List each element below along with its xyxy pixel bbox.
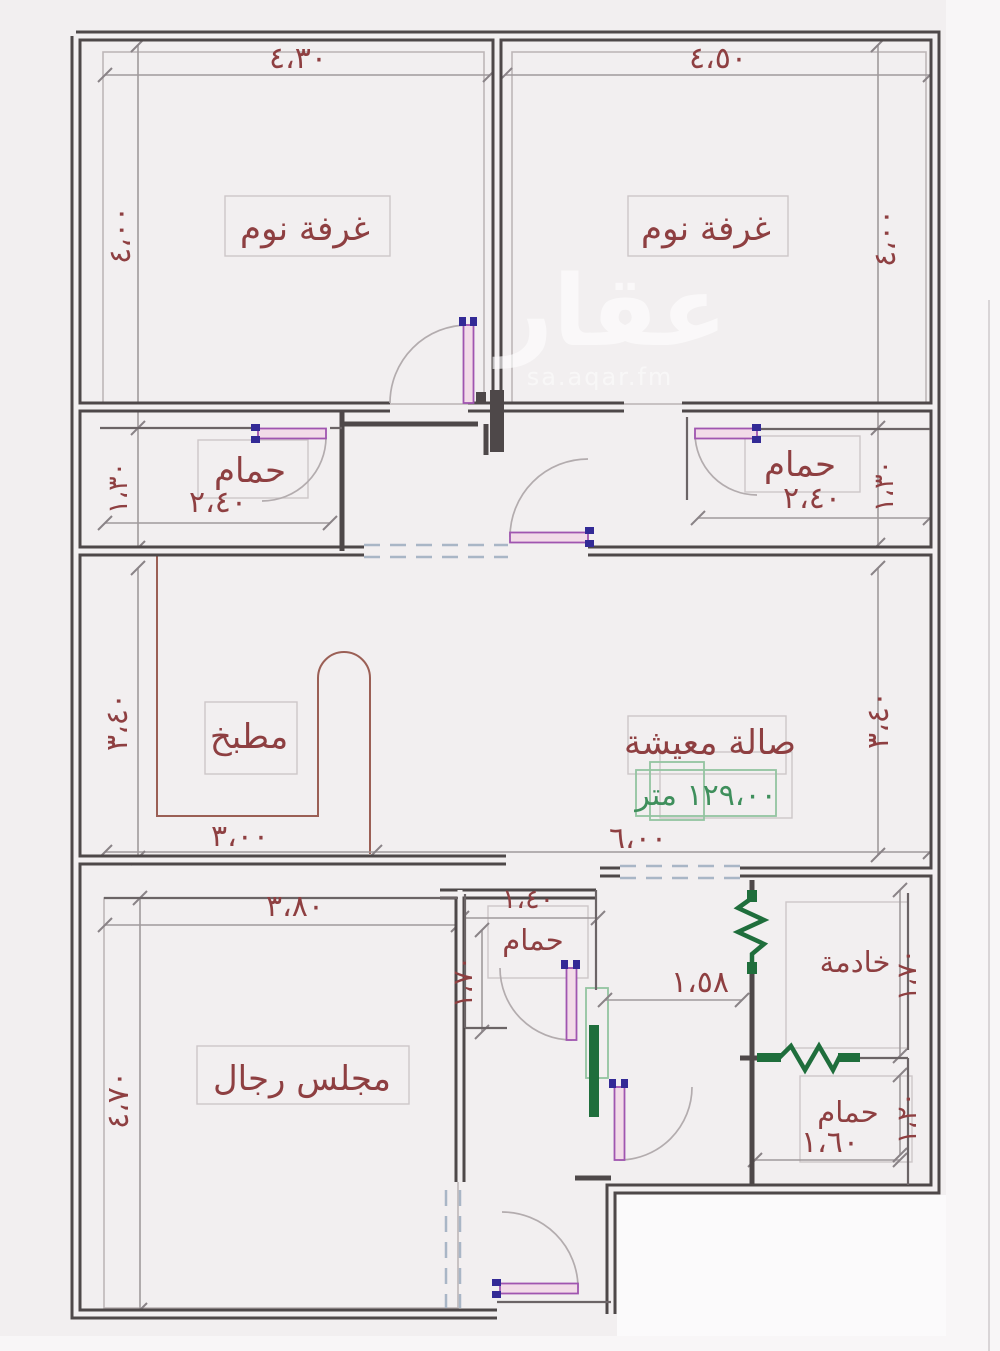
dim-corridor-width: ١،٥٨ bbox=[670, 965, 730, 1000]
dim-bedroom-left-width: ٤،٣٠ bbox=[268, 41, 328, 76]
room-label-bathroom-middle: حمام bbox=[502, 923, 564, 957]
dim-bathroom-right-width: ٢،٤٠ bbox=[782, 481, 842, 516]
door-leaf-bathroom-middle-icon bbox=[567, 968, 577, 1040]
door-leaf-bedroom-left-icon bbox=[464, 325, 474, 403]
dim-bathroom-bottom-width: ١،٦٠ bbox=[800, 1125, 860, 1160]
dim-kitchen-height: ٣،٤٠ bbox=[100, 692, 135, 752]
door-leaf-hall-icon bbox=[510, 533, 588, 543]
dim-bedroom-right-width: ٤،٥٠ bbox=[688, 41, 748, 76]
room-label-bathroom-bottom: حمام bbox=[817, 1095, 879, 1129]
door-leaf-corridor-icon bbox=[615, 1087, 625, 1160]
room-label-bathroom-left: حمام bbox=[213, 451, 287, 491]
dim-bathroom-right-height: ١،٣٠ bbox=[869, 459, 900, 513]
dim-bathroom-middle-height: ١،٧٠ bbox=[448, 955, 479, 1009]
room-label-kitchen: مطبخ bbox=[209, 717, 289, 757]
room-label-bathroom-right: حمام bbox=[763, 445, 837, 485]
dim-maid-room-height: ١،٧٠ bbox=[892, 948, 923, 1002]
dim-bedroom-right-height: ٤،٠٠ bbox=[868, 208, 903, 268]
dim-kitchen-width: ٣،٠٠ bbox=[210, 819, 270, 854]
zigzag-cap bbox=[747, 962, 757, 974]
zigzag-cap bbox=[757, 1053, 781, 1062]
room-label-maid-room: خادمة bbox=[819, 945, 891, 979]
room-label-majlis: مجلس رجال bbox=[212, 1059, 392, 1099]
dim-majlis-height: ٤،٧٠ bbox=[101, 1070, 136, 1130]
zigzag-cap bbox=[838, 1053, 860, 1062]
door-leaf-bathroom-left-icon bbox=[258, 429, 326, 439]
plan-notch-cutout bbox=[617, 1195, 1000, 1351]
room-label-bedroom-left: غرفة نوم bbox=[240, 209, 370, 249]
dim-majlis-width: ٣،٨٠ bbox=[265, 889, 325, 924]
dim-living-height: ٣،٤٠ bbox=[861, 690, 896, 750]
dim-living-width: ٦،٠٠ bbox=[608, 821, 668, 856]
zigzag-cap bbox=[747, 890, 757, 902]
column-stub bbox=[476, 392, 486, 404]
column-center bbox=[490, 390, 504, 452]
dim-bathroom-left-width: ٢،٤٠ bbox=[188, 485, 248, 520]
page-bottom-margin bbox=[0, 1336, 1000, 1351]
watermark-site: sa.aqar.fm bbox=[526, 363, 674, 391]
dim-bathroom-left-height: ١،٣٠ bbox=[103, 461, 134, 515]
door-leaf-entry-icon bbox=[500, 1284, 578, 1294]
page-right-margin bbox=[946, 0, 1000, 1351]
dim-bathroom-middle-width: ١،٤٠ bbox=[501, 884, 555, 915]
door-leaf-bathroom-right-icon bbox=[695, 429, 757, 439]
area-badge-text: ١٢٩،٠٠ متر bbox=[635, 778, 777, 813]
watermark-brand: عقار bbox=[496, 255, 728, 369]
green-door-bar-icon bbox=[589, 1025, 599, 1117]
dim-bathroom-bottom-height: ١،٢٠ bbox=[892, 1091, 923, 1145]
room-label-bedroom-right: غرفة نوم bbox=[641, 209, 771, 249]
dim-bedroom-left-height: ٤،٠٠ bbox=[103, 205, 138, 265]
room-label-living-hall: صالة معيشة bbox=[623, 723, 797, 763]
